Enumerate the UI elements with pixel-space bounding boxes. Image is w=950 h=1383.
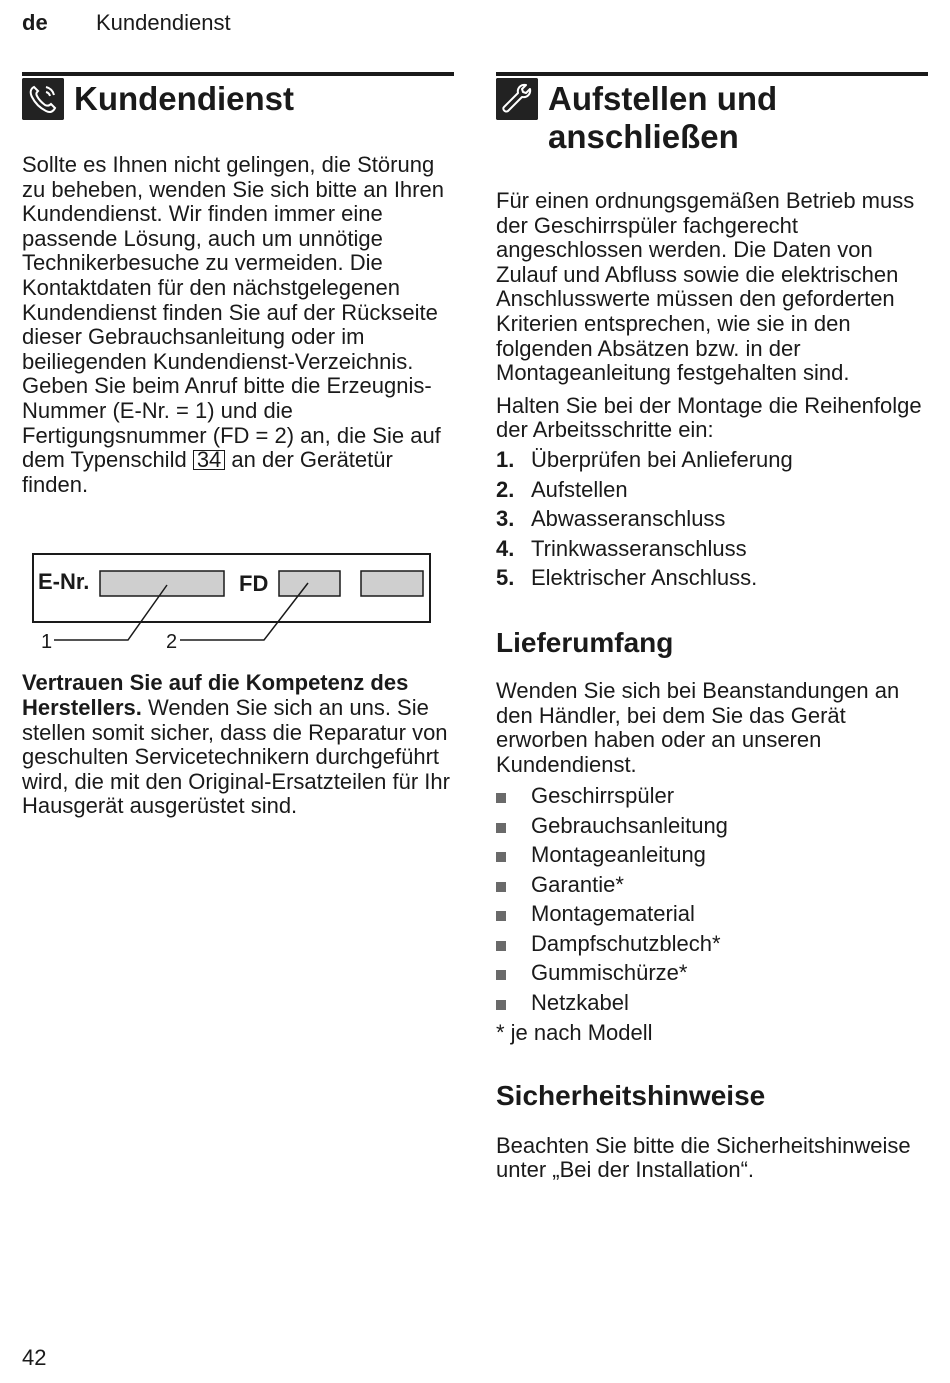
fd-field (279, 571, 340, 596)
bullet-square-icon (496, 793, 506, 803)
extra-field (361, 571, 423, 596)
trust-bold-text: Vertrauen Sie auf die Kompetenz des Herstellers. (22, 670, 409, 720)
trust-text: Wenden Sie sich an uns. Sie stellen somit sicher, dass die Reparatur von geschulten Servicetechnikern durchgeführt wird, die mit den Original-Ersatzteilen für Ihr Hausgerät ausgerüstet sind. (22, 694, 450, 819)
section-header-kundendienst (22, 72, 454, 118)
connection-paragraph: Für einen ordnungsgemäßen Betrieb muss der Geschirrspüler fachgerecht angeschlossen werden. Die Daten von Zulauf und Abfluss sowie die elektrischen Anschlusswerte müssen den geforderten Kriterien entsprechen, wie sie in den folgenden Absätzen bzw. in der Montageanleitung festgehalten sind. (496, 188, 915, 386)
fd-label: FD (239, 571, 269, 596)
item-text: Dampfschutzblech* (531, 930, 721, 956)
bullet-square-icon (496, 882, 506, 892)
list-item (496, 899, 928, 929)
safety-paragraph: Beachten Sie bitte die Sicherheitshinweise unter „Bei der Installation“. (496, 1132, 911, 1183)
bullet-square-icon (496, 941, 506, 951)
bullet-square-icon (496, 911, 506, 921)
item-text: Montagematerial (531, 901, 695, 927)
wrench-icon (496, 78, 538, 120)
intro-text: Sollte es Ihnen nicht gelingen, die Störung zu beheben, wenden Sie sich bitte an Ihren Kundendienst. Wir finden immer eine passende Lösung, auch um unnötige Technikerbesuche zu vermeiden. Die Kontaktdaten für den nächstgelegenen Kundendienst finden Sie auf der Rückseite dieser Gebrauchsanleitung oder im beiliegenden Kundendienst-Verzeichnis. Geben Sie beim Anruf bitte die Erzeugnis-Nummer (E-Nr. = 1) und die Fertigungsnummer (FD = 2) an, die Sie auf dem Typenschild (22, 152, 444, 473)
telephone-icon (22, 78, 64, 120)
intro-paragraph (22, 153, 454, 497)
page-number: 42 (22, 1345, 47, 1370)
list-item (496, 870, 928, 900)
section-title: Kundendienst (74, 80, 294, 117)
delivery-title: Lieferumfang (496, 626, 674, 658)
step-number: 1. (496, 446, 515, 472)
step-number: 5. (496, 565, 515, 591)
list-item (496, 958, 928, 988)
item-text: Geschirrspüler (531, 783, 675, 809)
item-text: Montageanleitung (531, 842, 706, 868)
steps-list (496, 445, 928, 593)
intro-text-end: an der Gerätetür finden. (22, 447, 393, 497)
step-text: Elektrischer Anschluss. (531, 565, 758, 591)
section-title-line-2: anschließen (548, 118, 739, 155)
item-text: Gummischürze* (531, 960, 688, 986)
safety-title: Sicherheitshinweise (496, 1079, 766, 1111)
right-column (496, 72, 928, 1183)
bullet-square-icon (496, 823, 506, 833)
language-code: de (22, 10, 48, 35)
sequence-paragraph: Halten Sie bei der Montage die Reihenfolge der Arbeitsschritte ein: (496, 392, 922, 443)
figure-reference: 34 (193, 450, 225, 470)
list-item (496, 475, 928, 505)
section-title (548, 80, 928, 156)
delivery-paragraph: Wenden Sie sich bei Beanstandungen an den Händler, bei dem Sie das Gerät erworben haben oder an unseren Kundendienst. (496, 677, 900, 777)
list-item (496, 563, 928, 593)
list-item (496, 988, 928, 1018)
bullet-square-icon (496, 852, 506, 862)
enr-label: E-Nr. (38, 569, 90, 594)
page-header (22, 10, 231, 36)
step-number: 3. (496, 506, 515, 532)
left-column (22, 72, 454, 819)
list-item (496, 929, 928, 959)
list-item (496, 781, 928, 811)
step-text: Überprüfen bei Anlieferung (531, 446, 793, 472)
item-text: Gebrauchsanleitung (531, 812, 728, 838)
step-text: Abwasseranschluss (531, 506, 726, 532)
callout-number-1: 1 (41, 631, 53, 653)
item-text: Netzkabel (531, 989, 629, 1015)
list-item (496, 840, 928, 870)
list-item (496, 445, 928, 475)
rating-plate-illustration (32, 553, 434, 655)
bullet-square-icon (496, 970, 506, 980)
header-section: Kundendienst (96, 10, 231, 35)
list-item (496, 811, 928, 841)
step-number: 2. (496, 476, 515, 502)
step-text: Trinkwasseranschluss (531, 535, 747, 561)
trust-paragraph (22, 671, 454, 819)
item-text: Garantie* (531, 871, 624, 897)
step-text: Aufstellen (531, 476, 628, 502)
section-header-aufstellen (496, 72, 928, 156)
footnote: * je nach Modell (496, 1020, 653, 1046)
list-item (496, 534, 928, 564)
step-number: 4. (496, 535, 515, 561)
delivery-items-list (496, 781, 928, 1017)
callout-number-2: 2 (166, 631, 178, 653)
list-item (496, 504, 928, 534)
bullet-square-icon (496, 1000, 506, 1010)
section-title-line-1: Aufstellen und (548, 80, 778, 117)
